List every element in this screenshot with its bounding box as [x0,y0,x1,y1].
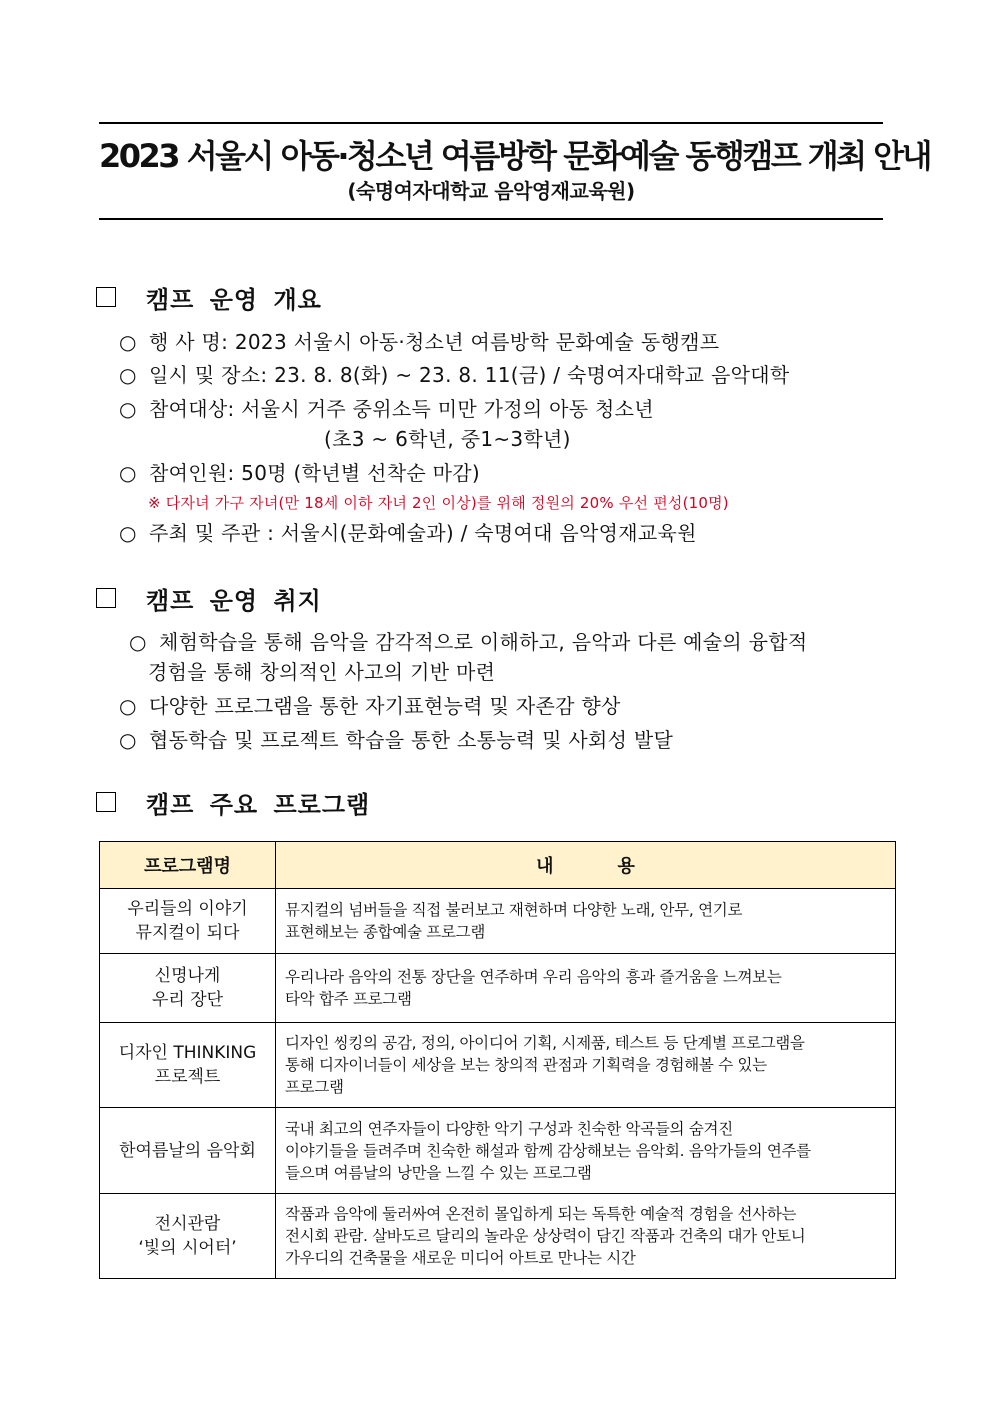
section-title: 캠프 운영 개요 [146,285,322,314]
program-desc-line: 표현해보는 종합예술 프로그램 [285,923,486,941]
program-desc-line: 뮤지컬의 넘버들을 직접 불러보고 재현하며 다양한 노래, 안무, 연기로 [285,901,743,919]
program-name-line: 뮤지컬이 되다 [135,923,240,943]
overview-item-event-name [119,328,719,356]
item-text: 협동학습 및 프로젝트 학습을 통한 소통능력 및 사회성 발달 [149,728,674,752]
section-title: 캠프 주요 프로그램 [146,790,371,819]
bullet-icon: ○ [119,330,137,354]
checkbox-icon [96,792,116,812]
overview-item-host [119,519,697,547]
document-subtitle: (숙명여자대학교 음악영재교육원) [347,179,635,203]
bullet-icon: ○ [119,461,137,485]
section-programs-heading [96,786,370,818]
title-block [99,122,931,220]
program-desc-cell [276,1023,896,1108]
program-desc-line: 작품과 음악에 둘러싸여 온전히 몰입하게 되는 독특한 예술적 경험을 선사하는 [285,1205,797,1223]
table-row [100,1194,896,1279]
program-desc-cell [276,1108,896,1194]
purpose-item-experience [129,628,808,656]
item-text: 체험학습을 통해 음악을 감각적으로 이해하고, 음악과 다른 예술의 융합적 [159,630,808,654]
bullet-icon: ○ [119,363,137,387]
program-name-line: 한여름날의 음악회 [119,1140,256,1161]
program-name-line: 프로젝트 [154,1067,221,1087]
program-desc-cell [276,1194,896,1279]
table-row [100,1108,896,1194]
item-text: 다양한 프로그램을 통한 자기표현능력 및 자존감 향상 [149,694,621,718]
bullet-icon: ○ [119,397,137,421]
document-title: 2023 서울시 아동·청소년 여름방학 문화예술 동행캠프 개최 안내 [99,137,931,175]
program-desc-line: 프로그램 [285,1078,344,1096]
program-name-line: ‘빛의 시어터’ [138,1238,237,1258]
section-title: 캠프 운영 취지 [146,586,322,615]
item-text: 참여인원: 50명 (학년별 선착순 마감) [149,461,480,485]
overview-item-target-grades: (초3 ~ 6학년, 중1~3학년) [324,427,571,451]
program-name-line: 신명나게 [154,966,221,986]
program-name-line: 디자인 THINKING [118,1043,257,1063]
section-overview-heading [96,281,322,313]
section-purpose-heading [96,582,322,614]
program-desc-line: 이야기들을 들려주며 친숙한 해설과 함께 감상해보는 음악회. 음악가들의 연주를 [285,1141,811,1160]
bullet-icon: ○ [129,630,147,654]
table-row [100,1023,896,1108]
table-row [100,954,896,1023]
program-desc-line: 디자인 씽킹의 공감, 정의, 아이디어 기획, 시제품, 테스트 등 단계별 프로그램을 [285,1034,805,1052]
program-name-cell [100,954,276,1023]
item-text: 주최 및 주관 : 서울시(문화예술과) / 숙명여대 음악영재교육원 [149,521,697,545]
bullet-icon: ○ [119,728,137,752]
program-desc-cell [276,954,896,1023]
purpose-item-self-expression [119,692,621,720]
checkbox-icon [96,287,116,307]
table-header-row [100,842,896,889]
item-text: 일시 및 장소: 23. 8. 8(화) ~ 23. 8. 11(금) / 숙명여자대학교 음악대학 [149,363,790,387]
header-program-name: 프로그램명 [100,842,276,889]
program-desc-line: 타악 합주 프로그램 [285,990,412,1008]
program-name-line: 우리 장단 [151,990,224,1010]
program-desc-line: 국내 최고의 연주자들이 다양한 악기 구성과 친숙한 악곡들의 숨겨진 [285,1119,733,1138]
program-desc-line: 통해 디자이너들이 세상을 보는 창의적 관점과 기획력을 경험해볼 수 있는 [285,1056,767,1074]
program-name-cell [100,1023,276,1108]
program-desc-cell [276,889,896,954]
item-text: 행 사 명: 2023 서울시 아동·청소년 여름방학 문화예술 동행캠프 [149,330,720,354]
item-text: 참여대상: 서울시 거주 중위소득 미만 가정의 아동 청소년 [149,397,654,421]
programs-table [99,841,896,1279]
bullet-icon: ○ [119,521,137,545]
program-desc-line: 전시회 관람. 살바도르 달리의 놀라운 상상력이 담긴 작품과 건축의 대가 안토니 [285,1227,806,1245]
overview-item-date-place [119,361,789,389]
program-name-cell [100,1194,276,1279]
program-desc-line: 가우디의 건축물을 새로운 미디어 아트로 만나는 시간 [285,1249,636,1267]
overview-item-target [119,395,654,423]
program-desc-line: 우리나라 음악의 전통 장단을 연주하며 우리 음악의 흥과 즐거움을 느껴보는 [285,968,782,986]
overview-item-capacity [119,459,480,487]
program-name-line: 우리들의 이야기 [127,899,248,919]
header-content-b: 용 [617,856,635,877]
table-row [100,889,896,954]
bullet-icon: ○ [119,694,137,718]
header-content [276,842,896,889]
header-content-a: 내 [536,856,554,877]
purpose-item-cooperation [119,726,673,754]
program-name-cell [100,889,276,954]
program-name-cell [100,1108,276,1194]
priority-note: ※ 다자녀 가구 자녀(만 18세 이하 자녀 2인 이상)를 위해 정원의 20% 우선 편성(10명) [148,494,729,512]
program-desc-line: 들으며 여름날의 낭만을 느낄 수 있는 프로그램 [285,1163,592,1182]
program-name-line: 전시관람 [154,1214,221,1234]
purpose-item-experience-cont: 경험을 통해 창의적인 사고의 기반 마련 [148,660,496,684]
checkbox-icon [96,588,116,608]
